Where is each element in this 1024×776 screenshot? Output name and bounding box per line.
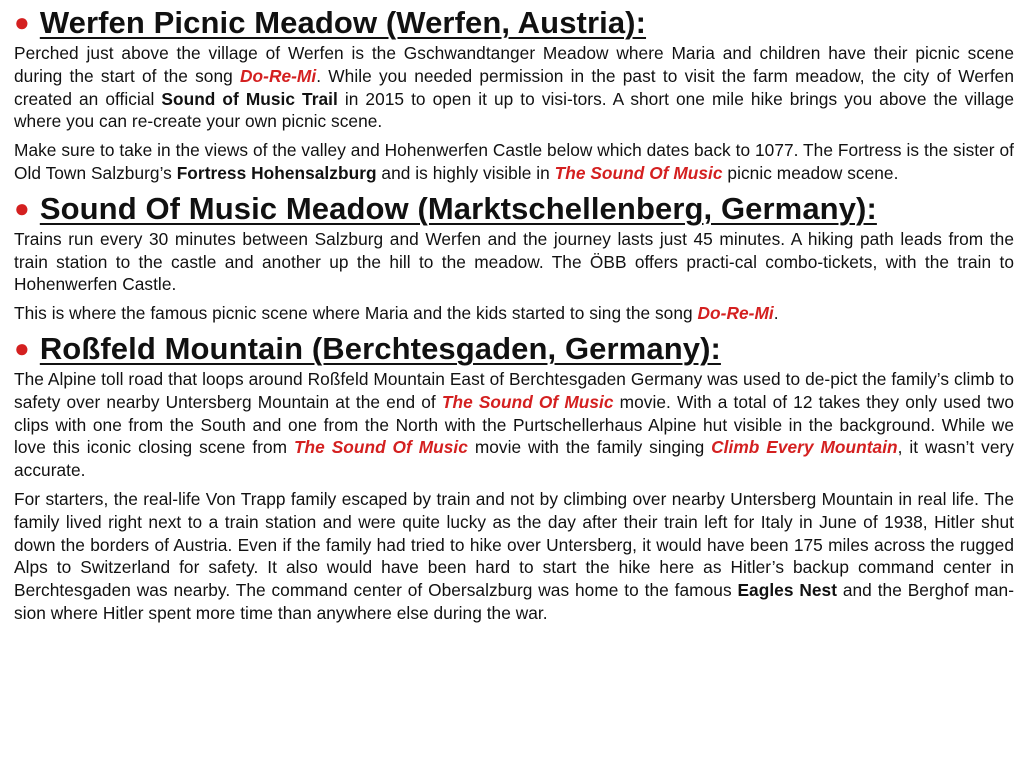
eagles-nest: Eagles Nest bbox=[737, 580, 838, 601]
paragraph bbox=[14, 488, 1014, 625]
fortress-name: Fortress Hohensalzburg bbox=[176, 162, 377, 183]
text-run: movie with the family singing bbox=[467, 437, 712, 458]
text-run: This is where the famous picnic scene where Maria and the kids started to sing the song bbox=[14, 303, 698, 324]
text-run: . While you needed permission in the past to visit the farm meadow, the city of Werfen created an official bbox=[14, 65, 1014, 109]
text-run: picnic meadow scene. bbox=[722, 162, 899, 183]
heading-text: Werfen Picnic Meadow (Werfen, Austria): bbox=[39, 5, 647, 40]
bullet-icon: ● bbox=[14, 192, 30, 223]
section-heading-marktschellenberg bbox=[14, 190, 1014, 228]
text-run: movie. With a total of 12 takes they only used two clips with one from the South and one from the North with the Purtschellerhaus Alpine hut visible in the background. While we love this iconic closing scene from bbox=[14, 391, 1015, 458]
movie-title: The Sound Of Music bbox=[554, 162, 723, 183]
bullet-icon: ● bbox=[14, 7, 30, 37]
text-run: and the Berghof man-sion where Hitler spent more time than anywhere else during the war. bbox=[14, 580, 1015, 623]
song-title: Do-Re-Mi bbox=[240, 65, 317, 86]
text-run: Perched just above the village of Werfen is the Gschwandtanger Meadow where Maria and children have their picnic scene during the start of the song bbox=[14, 43, 1014, 86]
paragraph bbox=[14, 368, 1014, 482]
movie-title: The Sound Of Music bbox=[441, 391, 614, 412]
paragraph bbox=[14, 139, 1014, 185]
section-heading-werfen bbox=[14, 4, 1014, 42]
bullet-icon: ● bbox=[14, 332, 30, 363]
heading-text: Roßfeld Mountain (Berchtesgaden, Germany): bbox=[39, 330, 721, 366]
text-run: For starters, the real-life Von Trapp family escaped by train and not by climbing over nearby Untersberg Mountain in real life. The family lived right next to a train station and were quite lucky as the day after their train left for Italy in June of 1938, Hitler shut down the borders of Austria. Even if the family had tried to hike over Untersberg, it would have been 175 miles across the rugged Alps to Switzerland for safety. It also would have been hard to start the hike here as Hitler’s backup command center in Berchtesgaden was nearby. The command center of Obersalzburg was home to the famous bbox=[14, 488, 1014, 601]
heading-text: Sound Of Music Meadow (Marktschellenberg, Germany): bbox=[39, 190, 877, 226]
text-run: in 2015 to open it up to visi-tors. A short one mile hike brings you above the village where you can re-create your own picnic scene. bbox=[14, 88, 1015, 132]
text-run: . bbox=[773, 303, 779, 324]
section-body-rossfeld bbox=[14, 368, 1014, 625]
section-body-marktschellenberg bbox=[14, 228, 1014, 325]
section-body-werfen bbox=[14, 42, 1014, 185]
paragraph bbox=[14, 228, 1014, 296]
song-title: Do-Re-Mi bbox=[697, 303, 774, 324]
text-run: The Alpine toll road that loops around Roßfeld Mountain East of Berchtesgaden Germany was used to de-pict the family’s climb to safety over nearby Untersberg Mountain at the end of bbox=[14, 368, 1014, 412]
text-run: Make sure to take in the views of the valley and Hohenwerfen Castle below which dates back to 1077. The Fortress is the sister of Old Town Salzburg’s bbox=[14, 140, 1014, 183]
text-run: , it wasn’t very accurate. bbox=[14, 437, 1014, 481]
text-run: and is highly visible in bbox=[376, 162, 555, 183]
paragraph bbox=[14, 42, 1014, 133]
trail-name: Sound of Music Trail bbox=[161, 88, 338, 109]
paragraph bbox=[14, 302, 1014, 325]
movie-title: The Sound Of Music bbox=[293, 437, 468, 458]
song-title: Climb Every Mountain bbox=[711, 437, 898, 458]
section-heading-rossfeld bbox=[14, 330, 1014, 368]
text-run: Trains run every 30 minutes between Salzburg and Werfen and the journey lasts just 45 minutes. A hiking path leads from the train station to the castle and another up the hill to the meadow. The ÖBB offers practi-cal combo-tickets, with the train to Hohenwerfen Castle. bbox=[14, 228, 1014, 295]
